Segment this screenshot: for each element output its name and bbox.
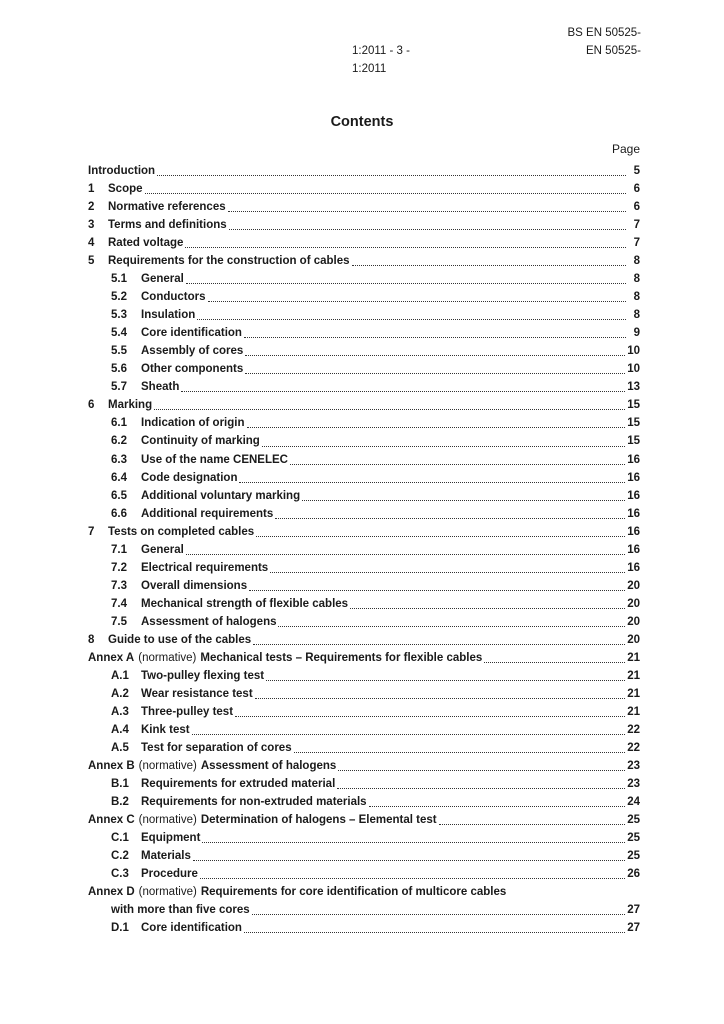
toc-dot-leader: [235, 716, 625, 717]
toc-entry-page: 24: [627, 796, 640, 809]
toc-entry[interactable]: [88, 613, 640, 631]
toc-dot-leader: [157, 175, 626, 176]
toc-entry[interactable]: [88, 198, 640, 216]
toc-entry-page: 7: [633, 237, 640, 250]
toc-dot-leader: [275, 518, 625, 519]
toc-entry-number: A.2: [111, 687, 129, 700]
toc-entry-title: Assembly of cores: [141, 345, 244, 358]
toc-entry-number: 7.3: [111, 579, 127, 592]
toc-annex-note: (normative): [138, 651, 197, 664]
toc-entry[interactable]: [88, 541, 640, 559]
toc-entry-number: 6.3: [111, 453, 127, 466]
toc-entry[interactable]: [88, 505, 640, 523]
toc-dot-leader: [245, 373, 625, 374]
toc-entry[interactable]: [88, 469, 640, 487]
toc-entry-number: A.1: [111, 669, 129, 682]
toc-dot-leader: [208, 301, 626, 302]
toc-dot-leader: [228, 211, 626, 212]
toc-dot-leader: [229, 229, 626, 230]
toc-entry-page: 8: [633, 255, 640, 268]
toc-entry-page: 10: [627, 345, 640, 358]
toc-entry-number: A.4: [111, 723, 129, 736]
toc-entry-page: 7: [633, 219, 640, 232]
toc-dot-leader: [249, 590, 625, 591]
toc-entry-page: 9: [633, 327, 640, 340]
toc-dot-leader: [192, 734, 626, 735]
toc-entry[interactable]: [88, 523, 640, 541]
toc-entry-page: 21: [627, 669, 640, 682]
toc-entry-title: Terms and definitions: [108, 219, 227, 232]
toc-dot-leader: [239, 482, 625, 483]
toc-entry-page: 8: [633, 273, 640, 286]
toc-entry[interactable]: [88, 414, 640, 432]
toc-dot-leader: [186, 554, 625, 555]
toc-entry-title: Sheath: [141, 381, 180, 394]
toc-entry-page: 13: [627, 381, 640, 394]
toc-entry-number: D.1: [111, 922, 129, 935]
toc-entry-title: Tests on completed cables: [108, 525, 255, 538]
toc-entry-page: 5: [633, 165, 640, 177]
toc-entry-page: 26: [627, 868, 640, 881]
toc-entry-title: Normative references: [108, 201, 226, 214]
toc-entry-page: 20: [627, 597, 640, 610]
toc-entry-title: Kink test: [141, 723, 190, 736]
toc-entry-page: 20: [627, 633, 640, 646]
toc-entry-number: 5.2: [111, 291, 127, 304]
toc-entry-number: 5.4: [111, 327, 127, 340]
toc-entry-number: 7.2: [111, 561, 127, 574]
toc-dot-leader: [185, 247, 626, 248]
toc-entry-number: 5: [88, 255, 95, 268]
page-column-label: Page: [612, 142, 641, 156]
toc-entry-title: Electrical requirements: [141, 561, 269, 574]
toc-entry[interactable]: [88, 847, 640, 865]
toc-entry-title: Two-pulley flexing test: [141, 669, 265, 682]
toc-entry[interactable]: [88, 577, 640, 595]
toc-entry-title: Requirements for non-extruded materials: [141, 796, 367, 809]
toc-dot-leader: [252, 914, 626, 915]
toc-dot-leader: [352, 265, 626, 266]
toc-entry[interactable]: [88, 487, 640, 505]
toc-annex-label: Annex D: [88, 886, 135, 899]
toc-entry-number: 6: [88, 399, 95, 412]
toc-entry[interactable]: [88, 360, 640, 378]
toc-dot-leader: [262, 446, 625, 447]
toc-dot-leader: [181, 391, 625, 392]
toc-entry[interactable]: [88, 342, 640, 360]
toc-entry[interactable]: [88, 234, 640, 252]
header-doc-id: BS EN 50525-: [567, 27, 641, 39]
toc-entry[interactable]: [88, 396, 640, 414]
toc-entry[interactable]: [88, 180, 640, 198]
toc-entry[interactable]: [88, 559, 640, 577]
toc-entry[interactable]: [88, 324, 640, 342]
toc-entry-number: A.3: [111, 705, 129, 718]
header-center-line1: 1:2011 - 3 -: [352, 45, 410, 57]
toc-entry[interactable]: [88, 829, 640, 847]
toc-entry[interactable]: [88, 631, 640, 649]
toc-entry-title: Three-pulley test: [141, 705, 234, 718]
toc-entry-page: 25: [627, 814, 640, 827]
toc-dot-leader: [244, 932, 625, 933]
toc-entry-number: 5.3: [111, 309, 127, 322]
toc-dot-leader: [200, 878, 625, 879]
toc-entry[interactable]: [88, 595, 640, 613]
header-center-line2: 1:2011: [352, 63, 387, 75]
toc-entry-number: 1: [88, 183, 95, 196]
toc-entry-title: Additional voluntary marking: [141, 489, 301, 502]
toc-entry-title: General: [141, 273, 184, 286]
toc-entry[interactable]: [88, 919, 640, 937]
toc-entry-page: 16: [627, 525, 640, 538]
toc-entry[interactable]: [88, 703, 640, 721]
toc-entry-title: General: [141, 543, 184, 556]
toc-entry[interactable]: [88, 162, 640, 180]
toc-entry-page: 23: [627, 760, 640, 773]
toc-annex-note: (normative): [138, 886, 197, 899]
page-title: Contents: [330, 114, 394, 130]
toc-entry-number: B.2: [111, 796, 129, 809]
toc-entry-number: C.3: [111, 868, 129, 881]
toc-entry[interactable]: [88, 649, 640, 667]
toc-entry-number: 6.5: [111, 489, 127, 502]
toc-annex-label: Annex B: [88, 760, 135, 773]
toc-entry-number: 7.4: [111, 597, 127, 610]
toc-entry-title: Assessment of halogens: [200, 760, 337, 773]
toc-entry-number: 6.2: [111, 435, 127, 448]
toc-entry-page: 21: [627, 687, 640, 700]
toc-entry-title: Test for separation of cores: [141, 742, 292, 754]
toc-entry-page: 27: [627, 922, 640, 935]
toc-annex-label: Annex C: [88, 814, 135, 827]
toc-entry-number: 5.1: [111, 273, 127, 286]
toc-entry-title: Conductors: [141, 291, 206, 304]
toc-entry[interactable]: [88, 216, 640, 234]
toc-entry[interactable]: [88, 901, 640, 919]
table-of-contents: [88, 162, 640, 937]
toc-entry-title: Requirements for core identification of multicore cables: [200, 886, 507, 899]
toc-entry-page: 16: [627, 489, 640, 502]
toc-entry[interactable]: [88, 739, 640, 757]
toc-entry[interactable]: [88, 793, 640, 811]
toc-entry-number: 6.4: [111, 471, 127, 484]
toc-entry[interactable]: [88, 721, 640, 739]
toc-entry-page: 16: [627, 453, 640, 466]
toc-dot-leader: [186, 283, 626, 284]
toc-dot-leader: [290, 464, 625, 465]
header-doc-id-2: EN 50525-: [586, 45, 641, 57]
toc-dot-leader: [302, 500, 625, 501]
toc-entry-title: Overall dimensions: [141, 579, 248, 592]
toc-entry[interactable]: [88, 685, 640, 703]
toc-entry-page: 16: [627, 507, 640, 520]
toc-entry[interactable]: [88, 288, 640, 306]
toc-entry-title: Other components: [141, 363, 244, 376]
toc-entry[interactable]: [88, 757, 640, 775]
toc-annex-label: Annex A: [88, 651, 135, 664]
toc-entry-number: 7.5: [111, 615, 127, 628]
toc-entry-title: Mechanical strength of flexible cables: [141, 597, 349, 610]
toc-entry-page: 10: [627, 363, 640, 376]
toc-dot-leader: [154, 409, 625, 410]
toc-entry-title: with more than five cores: [111, 904, 250, 917]
toc-entry-title: Equipment: [141, 832, 201, 845]
toc-dot-leader: [256, 536, 625, 537]
toc-entry[interactable]: [88, 865, 640, 883]
toc-annex-note: (normative): [138, 814, 197, 827]
toc-dot-leader: [369, 806, 626, 807]
toc-dot-leader: [253, 644, 625, 645]
toc-entry-title: Continuity of marking: [141, 435, 260, 448]
toc-entry[interactable]: [88, 306, 640, 324]
toc-dot-leader: [484, 662, 625, 663]
toc-dot-leader: [244, 337, 626, 338]
toc-dot-leader: [270, 572, 625, 573]
toc-dot-leader: [338, 770, 625, 771]
toc-dot-leader: [197, 319, 626, 320]
toc-entry-title: Core identification: [141, 922, 242, 935]
toc-entry[interactable]: [88, 883, 640, 901]
toc-entry-page: 6: [633, 183, 640, 196]
toc-entry-number: 6.1: [111, 417, 127, 430]
toc-dot-leader: [247, 427, 626, 428]
toc-entry-title: Procedure: [141, 868, 198, 881]
toc-entry-title: Indication of origin: [141, 417, 245, 430]
toc-entry-number: 5.6: [111, 363, 127, 376]
toc-entry-title: Code designation: [141, 471, 238, 484]
toc-entry-title: Wear resistance test: [141, 687, 253, 700]
toc-entry[interactable]: [88, 252, 640, 270]
toc-entry-page: 15: [627, 399, 640, 412]
toc-entry-page: 21: [627, 705, 640, 718]
toc-entry-number: 5.5: [111, 345, 127, 358]
toc-entry-page: 8: [633, 291, 640, 304]
toc-entry[interactable]: [88, 270, 640, 288]
toc-entry-page: 25: [627, 832, 640, 845]
toc-entry-number: 5.7: [111, 381, 127, 394]
toc-entry-number: 8: [88, 633, 95, 646]
toc-entry-title: Mechanical tests – Requirements for flexible cables: [200, 651, 483, 664]
toc-entry-page: 15: [627, 435, 640, 448]
toc-entry[interactable]: [88, 775, 640, 793]
toc-entry-page: 6: [633, 201, 640, 214]
toc-entry-page: 25: [627, 850, 640, 863]
toc-entry-page: 8: [633, 309, 640, 322]
toc-entry-page: 15: [627, 417, 640, 430]
toc-entry-page: 22: [627, 723, 640, 736]
toc-dot-leader: [350, 608, 625, 609]
toc-entry-title: Additional requirements: [141, 507, 274, 520]
toc-entry-title: Scope: [108, 183, 143, 196]
toc-entry-page: 16: [627, 543, 640, 556]
toc-entry-title: Guide to use of the cables: [108, 633, 252, 646]
toc-entry-title: Marking: [108, 399, 153, 412]
toc-entry-number: C.2: [111, 850, 129, 863]
toc-dot-leader: [266, 680, 625, 681]
toc-entry-title: Use of the name CENELEC: [141, 453, 288, 466]
toc-entry-page: 16: [627, 561, 640, 574]
toc-entry-title: Rated voltage: [108, 237, 184, 250]
toc-dot-leader: [278, 626, 625, 627]
toc-entry-page: 21: [627, 651, 640, 664]
toc-entry-title: Core identification: [141, 327, 242, 340]
toc-entry-title: Requirements for extruded material: [141, 778, 336, 791]
toc-entry-title: Determination of halogens – Elemental test: [200, 814, 437, 827]
toc-entry-page: 20: [627, 615, 640, 628]
toc-entry-number: 4: [88, 237, 95, 250]
toc-entry-number: 7.1: [111, 543, 127, 556]
toc-dot-leader: [193, 860, 625, 861]
toc-dot-leader: [145, 193, 626, 194]
toc-entry-number: 7: [88, 525, 95, 538]
toc-entry-title: Materials: [141, 850, 191, 863]
toc-entry-number: 3: [88, 219, 95, 232]
toc-entry-page: 20: [627, 579, 640, 592]
toc-dot-leader: [294, 752, 626, 753]
toc-dot-leader: [245, 355, 625, 356]
toc-entry[interactable]: [88, 432, 640, 450]
toc-dot-leader: [202, 842, 625, 843]
toc-dot-leader: [255, 698, 626, 699]
toc-annex-note: (normative): [138, 760, 197, 773]
toc-entry-title: Introduction: [88, 165, 156, 177]
toc-entry-number: A.5: [111, 742, 129, 754]
toc-entry[interactable]: [88, 667, 640, 685]
toc-entry-page: 23: [627, 778, 640, 791]
toc-entry-title: Insulation: [141, 309, 196, 322]
toc-entry-number: 2: [88, 201, 95, 214]
toc-entry-page: 22: [627, 742, 640, 754]
toc-entry-number: B.1: [111, 778, 129, 791]
toc-entry-number: C.1: [111, 832, 129, 845]
toc-dot-leader: [337, 788, 625, 789]
toc-entry-page: 27: [627, 904, 640, 917]
toc-entry[interactable]: [88, 811, 640, 829]
toc-entry[interactable]: [88, 378, 640, 396]
toc-entry[interactable]: [88, 451, 640, 469]
toc-entry-page: 16: [627, 471, 640, 484]
toc-dot-leader: [439, 824, 626, 825]
toc-entry-number: 6.6: [111, 507, 127, 520]
toc-entry-title: Requirements for the construction of cables: [108, 255, 350, 268]
toc-entry-title: Assessment of halogens: [141, 615, 277, 628]
